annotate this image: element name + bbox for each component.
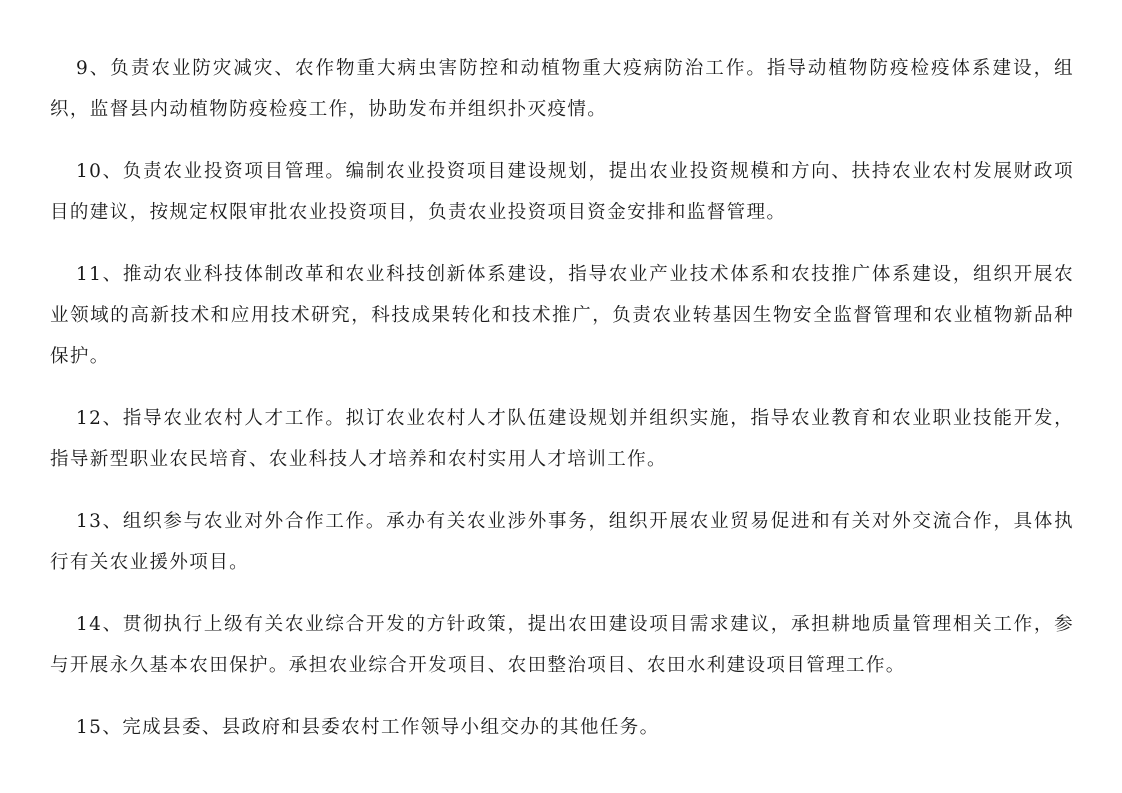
document-body: [50, 48, 1074, 748]
paragraph-item-14: 14、贯彻执行上级有关农业综合开发的方针政策，提出农田建设项目需求建议，承担耕地质量管理相关工作，参与开展永久基本农田保护。承担农业综合开发项目、农田整治项目、农田水利建设项目管理工作。: [50, 614, 1074, 676]
paragraph-item-10: 10、负责农业投资项目管理。编制农业投资项目建设规划，提出农业投资规模和方向、扶持农业农村发展财政项目的建议，按规定权限审批农业投资项目，负责农业投资项目资金安排和监督管理。: [50, 161, 1074, 223]
paragraph-item-15: 15、完成县委、县政府和县委农村工作领导小组交办的其他任务。: [76, 717, 660, 738]
paragraph-item-12: 12、指导农业农村人才工作。拟订农业农村人才队伍建设规划并组织实施，指导农业教育和农业职业技能开发，指导新型职业农民培育、农业科技人才培养和农村实用人才培训工作。: [50, 408, 1074, 470]
paragraph-item-11: 11、推动农业科技体制改革和农业科技创新体系建设，指导农业产业技术体系和农技推广体系建设，组织开展农业领域的高新技术和应用技术研究，科技成果转化和技术推广，负责农业转基因生物安全监督管理和农业植物新品种保护。: [50, 264, 1074, 367]
paragraph-item-9: 9、负责农业防灾减灾、农作物重大病虫害防控和动植物重大疫病防治工作。指导动植物防疫检疫体系建设，组织，监督县内动植物防疫检疫工作，协助发布并组织扑灭疫情。: [50, 58, 1074, 120]
paragraph-item-13: 13、组织参与农业对外合作工作。承办有关农业涉外事务，组织开展农业贸易促进和有关对外交流合作，具体执行有关农业援外项目。: [50, 511, 1074, 573]
